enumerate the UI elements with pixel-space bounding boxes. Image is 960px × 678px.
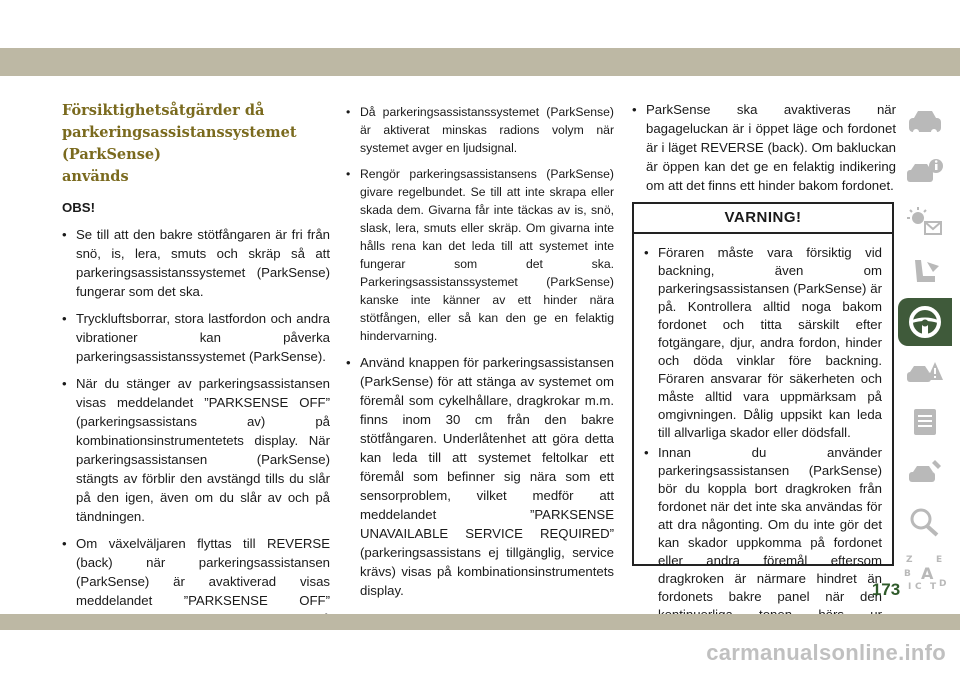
index-letter: T bbox=[930, 582, 937, 592]
column-middle bbox=[346, 103, 614, 608]
page-number: 173 bbox=[871, 580, 901, 599]
service-checklist-icon bbox=[905, 406, 945, 438]
index-letter: B bbox=[904, 569, 911, 579]
footer-watermark: carmanualsonline.info bbox=[706, 640, 946, 665]
tab-search[interactable] bbox=[898, 498, 952, 546]
steering-wheel-icon bbox=[905, 304, 945, 340]
note-item: • Då parkeringsassistanssystemet (ParkSense) är aktiverat minskas radions volym när systemet avger en ljudsignal. bbox=[346, 103, 614, 157]
warning-item: • Innan du använder parkeringsassistansen (ParkSense) bör du koppla bort dragkroken från fordonet när det inte ska användas för att dra någonting. Om du inte gör det kan skador uppkomma på fordonet eller andra föremål eftersom dragkroken är närmare hindret än fordonets bakre panel när den bbox=[644, 444, 882, 642]
warning-list bbox=[644, 244, 882, 642]
note-item: • Använd knappen för parkeringsassistansen (ParkSense) för att stänga av systemet om föremål som cykelhållare, dragkrokar m.m. finns inom 30 cm från den bakre stötfångaren. Underlåtenhet att göra detta kan leda till att systemet feltolkar ett föremål som befinner sig nära som ett sensorproblem, vilket medför att meddelandet ”PARKSENSE UNAVAILABLE SERVICE REQUIRED” (parkeringsassistans ej tillgänglig, service krävs) visas på kombinationsinstrumentets display. bbox=[346, 353, 614, 600]
section-title-line: Försiktighetsåtgärder då bbox=[62, 102, 265, 119]
search-tools-icon bbox=[905, 506, 945, 538]
index-letter: C bbox=[915, 582, 922, 592]
tab-maintenance[interactable] bbox=[898, 448, 952, 496]
section-title bbox=[62, 100, 330, 188]
note-list bbox=[62, 225, 330, 667]
car-dashboard-icon bbox=[905, 106, 945, 138]
index-letter: E bbox=[936, 555, 943, 565]
section-title-line: används bbox=[62, 168, 129, 185]
index-letter: D bbox=[939, 579, 947, 589]
tab-warning[interactable] bbox=[898, 348, 952, 396]
top-decor-band bbox=[0, 48, 960, 76]
chapter-tabs bbox=[898, 98, 956, 598]
note-item: • Se till att den bakre stötfångaren är fri från snö, is, lera, smuts och skräp så att parkeringsassistanssystemet (ParkSense) fungerar som det ska. bbox=[62, 225, 330, 301]
tab-index[interactable] bbox=[898, 548, 952, 596]
bottom-decor-band bbox=[0, 614, 960, 630]
note-item: • Tryckluftsborrar, stora lastfordon och andra vibrationer kan påverka parkeringsassistanssystemet (ParkSense). bbox=[62, 309, 330, 366]
seat-controls-icon bbox=[905, 256, 945, 288]
tab-car-info[interactable] bbox=[898, 148, 952, 196]
index-letters-icon bbox=[903, 552, 947, 592]
top-margin bbox=[0, 0, 960, 48]
lights-message-icon bbox=[905, 206, 945, 238]
note-list-right bbox=[632, 100, 896, 195]
note-item: • När du stänger av parkeringsassistansen visas meddelandet ”PARKSENSE OFF” (parkeringsassistans av) på kombinationsinstrumentetets display. När parkeringsassistansen (ParkSense) stängts av förblir den avstängd tills du slår på den igen, även om du slår av och på tändningen. bbox=[62, 374, 330, 526]
tab-steering-wheel[interactable] bbox=[898, 298, 952, 346]
warning-item: • Föraren måste vara försiktig vid backning, även om parkeringsassistansen (ParkSense) är på. Kontrollera alltid noga bakom fordonet och titta särskilt efter fotgängare, djur, andra fordon, hinder och döda vinklar före backning. Föraren ansvarar för säkerheten och måste alltid vara uppmärksam på omgivningen. Dålig uppsikt kan leda till allvarliga skador eller dödsfall. bbox=[644, 244, 882, 442]
obs-label: OBS! bbox=[62, 200, 95, 215]
index-letter: I bbox=[908, 582, 912, 592]
tab-seat-controls[interactable] bbox=[898, 248, 952, 296]
index-letter: Z bbox=[906, 555, 913, 565]
tab-lights-message[interactable] bbox=[898, 198, 952, 246]
index-letter: A bbox=[921, 564, 934, 583]
column-right bbox=[632, 100, 896, 203]
note-list-continued bbox=[346, 103, 614, 600]
warning-title: VARNING! bbox=[634, 204, 892, 234]
tab-dashboard[interactable] bbox=[898, 98, 952, 146]
note-item: • Rengör parkeringsassistansens (ParkSense) givare regelbundet. Se till att inte skrapa eller skada dem. Givarna får inte täckas av is, snö, slask, lera, smuts eller skräp. Om givarna inte hålls rena kan det leda till att systemet inte fungerar som det ska. Parkeringsassistanssystemet (ParkSense) kanske inte känner av ett hinder nära stötfången, eller så kan den ge en felaktig hindervarning. bbox=[346, 165, 614, 345]
section-title-line: parkeringsassistanssystemet (ParkSense) bbox=[62, 124, 297, 163]
note-item: • Om växelväljaren flyttas till REVERSE (back) när parkeringsassistansen (ParkSense) är avaktiverad visas meddelandet ”PARKSENSE OFF” bbox=[62, 534, 330, 667]
car-info-icon bbox=[905, 156, 945, 188]
tab-service[interactable] bbox=[898, 398, 952, 446]
note-item: • ParkSense ska avaktiveras när bagageluckan är i öppet läge och fordonet är i läget REVERSE (back). Om bakluckan är öppen kan det ge en felaktig indikering om att det finns ett hinder bakom fordonet. bbox=[632, 100, 896, 195]
warning-body bbox=[634, 234, 892, 642]
column-left bbox=[62, 100, 330, 675]
warning-triangle-car-icon bbox=[905, 356, 945, 388]
wrench-car-icon bbox=[905, 456, 945, 488]
